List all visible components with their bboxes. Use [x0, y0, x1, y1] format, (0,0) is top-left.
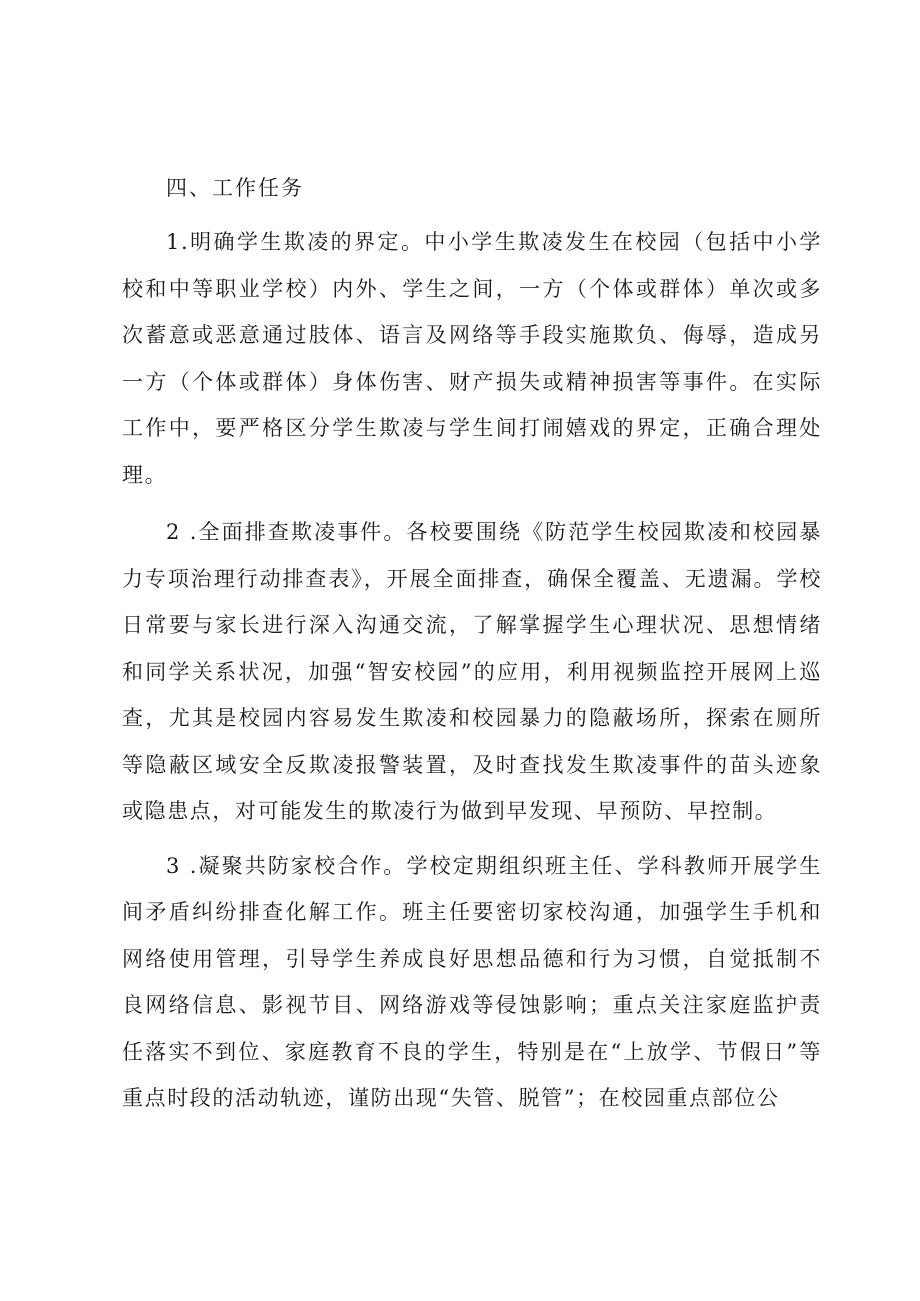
paragraph-3: 3 .凝聚共防家校合作。学校定期组织班主任、学科教师开展学生间矛盾纠纷排查化解工作。班主任要密切家校沟通，加强学生手机和网络使用管理，引导学生养成良好思想品德和行为习惯，自觉抵制不良网络信息、影视节目、网络游戏等侵蚀影响；重点关注家庭监护责任落实不到位、家庭教育不良的学生，特别是在“上放学、节假日”等重点时段的活动轨迹，谨防出现“失管、脱管”；在校园重点部位公 [122, 853, 822, 1110]
document-body [122, 165, 822, 1122]
section-heading: 四、工作任务 [166, 176, 304, 200]
paragraph-2: 2 .全面排查欺凌事件。各校要围绕《防范学生校园欺凌和校园暴力专项治理行动排查表》，开展全面排查，确保全覆盖、无遗漏。学校日常要与家长进行深入沟通交流，了解掌握学生心理状况、思想情绪和同学关系状况，加强“智安校园”的应用，利用视频监控开展网上巡查，尤其是校园内容易发生欺凌和校园暴力的隐蔽场所，探索在厕所等隐蔽区域安全反欺凌报警装置，及时查找发生欺凌事件的苗头迹象或隐患点，对可能发生的欺凌行为做到早发现、早预防、早控制。 [122, 520, 822, 823]
paragraph-1: 1.明确学生欺凌的界定。中小学生欺凌发生在校园（包括中小学校和中等职业学校）内外、学生之间，一方（个体或群体）单次或多次蓄意或恶意通过肢体、语言及网络等手段实施欺负、侮辱，造成另一方（个体或群体）身体伤害、财产损失或精神损害等事件。在实际工作中，要严格区分学生欺凌与学生间打闹嬉戏的界定，正确合理处理。 [122, 230, 822, 487]
